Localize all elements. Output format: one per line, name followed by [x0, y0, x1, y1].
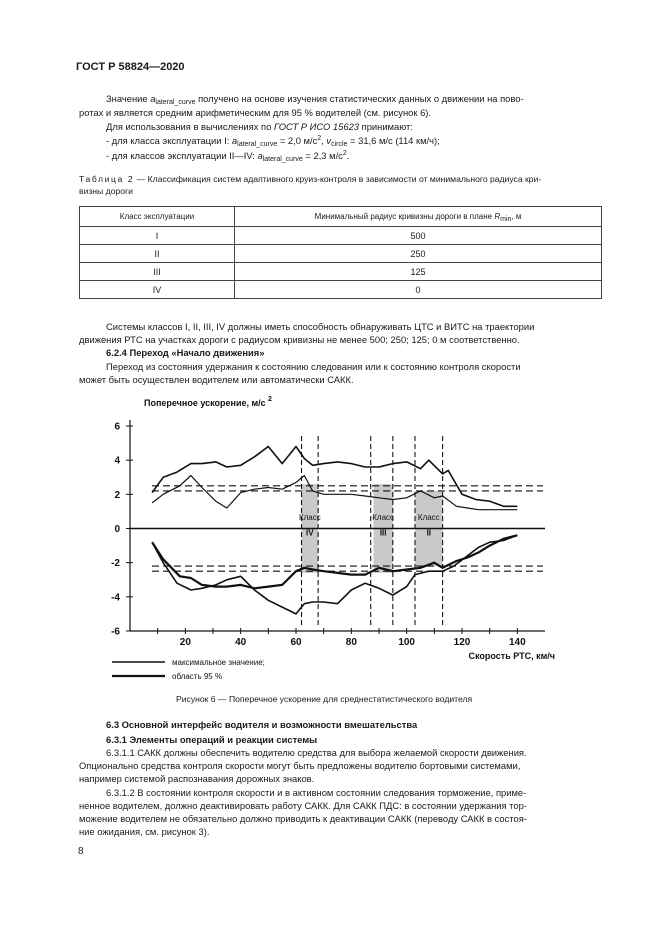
intro-text: Значение [106, 93, 151, 104]
bullet-text: = 2,3 м/с [302, 150, 343, 161]
figure-caption: Рисунок 6 — Поперечное ускорение для среднестатистического водителя [176, 694, 473, 704]
x-tick-label: 120 [453, 637, 471, 648]
bullet-text: - для класса эксплуатации I: [106, 135, 232, 146]
class-zone-numeral: IV [306, 528, 314, 538]
symbol-r: R [494, 212, 501, 221]
class-zone-numeral: II [426, 528, 432, 538]
x-tick-label: 20 [179, 637, 191, 648]
section-624-line-2: может быть осуществлен водителем или автоматически САКК. [79, 374, 354, 385]
p6312-line-4: ние ожидания, см. рисунок 3). [79, 826, 210, 837]
table-cell-radius: 125 [235, 263, 602, 281]
symbol-sub: lateral_curve [237, 141, 278, 148]
table-cell-class: III [80, 263, 235, 281]
class-zone-label: Класс [372, 512, 395, 522]
class-zone-numeral: III [379, 528, 387, 538]
section-624-line-1: Переход из состояния удержания к состоянию следования или к состоянию контроля скорости [106, 361, 521, 372]
series-line [152, 447, 517, 507]
table-cell-radius: 0 [235, 281, 602, 299]
table-cell-radius: 250 [235, 245, 602, 263]
y-tick-label: 2 [114, 489, 120, 501]
symbol-sub: lateral_curve [155, 99, 196, 106]
table-header-class: Класс эксплуатации [80, 207, 235, 227]
class-zone-label: Класс [417, 512, 440, 522]
after-table-line-1: Системы классов I, II, III, IV должны иметь способность обнаруживать ЦТС и ВИТС на траектории [106, 321, 535, 332]
series-line [152, 535, 517, 614]
table-cell-class: IV [80, 281, 235, 299]
section-63-heading: 6.3 Основной интерфейс водителя и возможности вмешательства [106, 719, 418, 730]
table-header-row [80, 207, 602, 227]
y-tick-label: -4 [111, 592, 120, 604]
table-cell-radius: 500 [235, 227, 602, 245]
table-caption-text: — Классификация систем адаптивного круиз-контроля в зависимости от минимального радиуса кри- [134, 174, 542, 184]
table-row [80, 263, 602, 281]
x-axis-label: Скорость РТС, км/ч [468, 651, 555, 661]
table-caption-lead: Таблица 2 [79, 174, 135, 184]
table-row [80, 245, 602, 263]
bullet-text: = 31,6 м/с (114 км/ч); [347, 135, 440, 146]
p6311-line-1: 6.3.1.1 САКК должны обеспечить водителю средства для выбора желаемой скорости движения. [106, 747, 527, 758]
x-tick-label: 60 [290, 637, 302, 648]
y-tick-label: -6 [111, 626, 120, 638]
bullet-text: . [346, 150, 350, 161]
table-row [80, 281, 602, 299]
table-caption [79, 173, 603, 197]
table-row [80, 227, 602, 245]
series-line [152, 476, 517, 510]
symbol-sub: circle [331, 141, 348, 148]
table-cell-class: I [80, 227, 235, 245]
lateral-acceleration-chart [100, 393, 560, 693]
document-header: ГОСТ Р 58824—2020 [76, 61, 185, 73]
p6311-line-3: например системой распознавания дорожных знаков. [79, 773, 315, 784]
series-line [152, 535, 517, 588]
symbol-a: a [231, 135, 238, 146]
table-header-radius [235, 207, 602, 227]
intro-line-3 [106, 120, 413, 133]
p6312-line-2: ненное водителем, должно деактивировать работу САКК. Для САКК ПДС: в состоянии удержания тор- [79, 800, 527, 811]
symbol-sub: min [500, 216, 512, 223]
x-tick-label: 80 [345, 637, 357, 648]
symbol-sup: 2 [342, 150, 347, 157]
classification-table [79, 206, 602, 299]
header-text: Минимальный радиус кривизны дороги в плане [314, 212, 495, 221]
bullet-text: - для классов эксплуатации II—IV: [106, 150, 258, 161]
x-tick-label: 140 [508, 637, 526, 648]
y-tick-label: -2 [111, 558, 120, 570]
y-tick-label: 4 [114, 455, 120, 467]
bullet-class-2-4 [106, 149, 349, 162]
table-cell-class: II [80, 245, 235, 263]
symbol-a: a [257, 150, 263, 161]
symbol-sub: lateral_curve [262, 156, 303, 163]
p6312-line-3: можение водителем не обязательно должно приводить к деактивации САКК (переводу САКК в состоя- [79, 813, 527, 824]
bullet-text: , [321, 135, 327, 146]
intro-text: принимают: [359, 121, 413, 132]
symbol-a: a [150, 93, 156, 104]
y-tick-label: 0 [114, 524, 120, 535]
symbol-sup: 2 [317, 135, 322, 142]
bullet-text: = 2,0 м/с [277, 135, 318, 146]
p6312-line-1: 6.3.1.2 В состоянии контроля скорости и в активном состоянии следования торможение, приме- [106, 787, 527, 798]
section-624-heading: 6.2.4 Переход «Начало движения» [106, 347, 265, 358]
y-tick-label: 6 [114, 421, 120, 433]
symbol-v: v [326, 135, 332, 146]
header-text: , м [511, 212, 522, 221]
standard-reference: ГОСТ Р ИСО 15623 [273, 121, 360, 132]
legend-max-label: максимальное значение; [172, 658, 265, 667]
intro-line-1 [106, 92, 603, 105]
table-caption-text-2: визны дороги [79, 186, 133, 196]
x-tick-label: 100 [398, 637, 416, 648]
y-axis-label: Поперечное ускорение, м/с [144, 398, 266, 408]
intro-text: получено на основе изучения статистических данных о движении на пово- [195, 93, 524, 104]
intro-line-2: ротах и является средним арифметическим для 95 % водителей (см. рисунок 6). [79, 107, 432, 118]
bullet-class-1 [106, 134, 440, 147]
page-number: 8 [78, 846, 84, 857]
legend-area-label: область 95 % [172, 672, 223, 681]
x-tick-label: 40 [235, 637, 247, 648]
intro-text: Для использования в вычислениях по [106, 121, 274, 132]
y-axis-label-sup: 2 [268, 396, 272, 403]
after-table-line-2: движения РТС на участках дороги с радиусом кривизны не менее 500; 250; 125; 0 м соответственно. [79, 334, 520, 345]
section-631-heading: 6.3.1 Элементы операций и реакции системы [106, 734, 318, 745]
class-zone-label: Класс [298, 512, 321, 522]
p6311-line-2: Опционально средства контроля скорости могут быть предложены водителю бортовыми системами, [79, 760, 521, 771]
